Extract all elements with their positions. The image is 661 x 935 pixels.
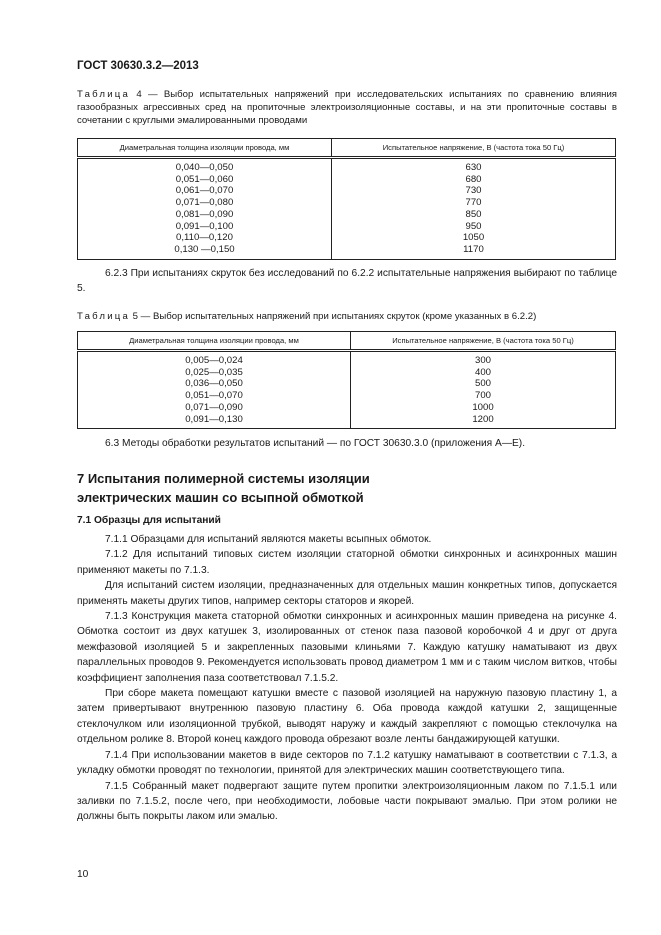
cell-thickness: 0,061—0,070 bbox=[78, 185, 332, 197]
cell-thickness: 0,025—0,035 bbox=[78, 367, 351, 379]
cell-thickness: 0,036—0,050 bbox=[78, 378, 351, 390]
cell-voltage: 400 bbox=[351, 367, 616, 379]
paragraph-7-1-3 bbox=[77, 609, 617, 686]
cell-voltage: 1000 bbox=[351, 402, 616, 414]
document-header-code: ГОСТ 30630.3.2—2013 bbox=[77, 60, 199, 72]
cell-voltage: 630 bbox=[332, 158, 616, 174]
cell-thickness: 0,091—0,100 bbox=[78, 221, 332, 233]
table4-caption-text: 4 — Выбор испытательных напряжений при исследовательских испытаниях по сравнению влияния газообразных агрессивных сред на пропиточные электроизоляционные составы, и на эти пропиточные составы в сочетании с круглыми эмалированными проводами bbox=[77, 89, 617, 126]
cell-thickness: 0,051—0,070 bbox=[78, 390, 351, 402]
table5-caption bbox=[77, 310, 617, 323]
cell-voltage: 770 bbox=[332, 197, 616, 209]
table4-col-thickness: Диаметральная толщина изоляции провода, мм bbox=[78, 139, 332, 158]
table4-caption bbox=[77, 88, 617, 127]
cell-voltage: 700 bbox=[351, 390, 616, 402]
paragraph-text: 7.1.5 Собранный макет подвергают защите путем пропитки электроизоляционным лаком по 7.1.5.1 или заливки по 7.1.5.2, после чего, при необходимости, лобовые части покрывают эмалью. При этом ролики не должны быть покрыты лаком или эмалью. bbox=[77, 780, 617, 823]
table-5 bbox=[77, 331, 616, 429]
paragraph-text: При сборе макета помещают катушки вместе с пазовой изоляцией на наружную пазовую пластину 1, а затем привертывают внутреннюю пазовую пластину 6. Оба провода каждой катушки 2, защищенные стеклочулком или изоляционной трубкой, выводят наружу и каждый закрепляют с помощью стеклочулка на отдельном ролике 8. Второй конец каждого провода обрезают возле ленты бандажирующей катушки. bbox=[77, 688, 617, 746]
paragraph-6-3 bbox=[77, 436, 617, 451]
table-row bbox=[78, 209, 616, 221]
page-number: 10 bbox=[77, 869, 89, 880]
paragraph-7-1-4 bbox=[77, 748, 617, 779]
cell-voltage: 730 bbox=[332, 185, 616, 197]
cell-thickness: 0,081—0,090 bbox=[78, 209, 332, 221]
table-4 bbox=[77, 138, 616, 260]
section-title-line: электрических машин со всыпной обмоткой bbox=[77, 490, 364, 505]
table-row bbox=[78, 402, 616, 414]
paragraph-text: 7.1.1 Образцами для испытаний являются макеты всыпных обмоток. bbox=[105, 534, 432, 545]
table-row bbox=[78, 351, 616, 367]
table5-col-thickness: Диаметральная толщина изоляции провода, мм bbox=[78, 332, 351, 351]
paragraph-text: Для испытаний систем изоляции, предназначенных для отдельных машин конкретных типов, допускается применять макеты других типов, например секторы статоров и якорей. bbox=[77, 580, 617, 607]
table4-col-voltage: Испытательное напряжение, В (частота тока 50 Гц) bbox=[332, 139, 616, 158]
paragraph-text: 7.1.3 Конструкция макета статорной обмотки синхронных и асинхронных машин приведена на рисунке 4. Обмотка состоит из двух катушек 3, изолированных от стенок паза пазовой коробочкой 4 и друг от друга межфазовой изоляцией 5 и закрепленных пазовыми клиньями 7. Каждую катушку наматывают из двух параллельных проводов 9. Рекомендуется использовать провод диаметром 1 мм и с таким числом витков, чтобы коэффициент заполнения паза соответствовал 7.1.5.2. bbox=[77, 611, 617, 684]
table-row bbox=[78, 197, 616, 209]
cell-voltage: 1200 bbox=[351, 414, 616, 429]
table-row bbox=[78, 158, 616, 174]
paragraph-text: 7.1.2 Для испытаний типовых систем изоляции статорной обмотки синхронных и асинхронных машин применяют макеты по 7.1.3. bbox=[77, 549, 617, 576]
table-row bbox=[78, 185, 616, 197]
table-row bbox=[78, 244, 616, 259]
table5-caption-label: Таблица bbox=[77, 311, 131, 322]
cell-voltage: 500 bbox=[351, 378, 616, 390]
table5-caption-text: 5 — Выбор испытательных напряжений при испытаниях скруток (кроме указанных в 6.2.2) bbox=[130, 311, 537, 322]
cell-thickness: 0,005—0,024 bbox=[78, 351, 351, 367]
cell-thickness: 0,071—0,090 bbox=[78, 402, 351, 414]
table-row bbox=[78, 232, 616, 244]
section-7-heading bbox=[77, 469, 370, 507]
cell-voltage: 1170 bbox=[332, 244, 616, 259]
cell-voltage: 1050 bbox=[332, 232, 616, 244]
paragraph-text: 7.1.4 При использовании макетов в виде секторов по 7.1.2 катушку наматывают в соответствии с 7.1.3, а укладку обмотки проводят по технологии, принятой для электрических машин соответствующего типа. bbox=[77, 749, 617, 777]
table-row bbox=[78, 367, 616, 379]
paragraph-text: 6.2.3 При испытаниях скруток без исследований по 6.2.2 испытательные напряжения выбирают по таблице 5. bbox=[77, 268, 617, 295]
table-row bbox=[78, 378, 616, 390]
table-row bbox=[78, 221, 616, 233]
paragraph-7-1-1 bbox=[77, 532, 617, 547]
section-7-body bbox=[77, 532, 617, 825]
paragraph-7-1-2b bbox=[77, 578, 617, 609]
cell-voltage: 850 bbox=[332, 209, 616, 221]
table4-caption-label: Таблица bbox=[77, 89, 131, 100]
paragraph-7-1-3b bbox=[77, 686, 617, 748]
cell-voltage: 950 bbox=[332, 221, 616, 233]
paragraph-7-1-5 bbox=[77, 779, 617, 825]
cell-voltage: 680 bbox=[332, 174, 616, 186]
cell-thickness: 0,091—0,130 bbox=[78, 414, 351, 429]
cell-thickness: 0,051—0,060 bbox=[78, 174, 332, 186]
paragraph-text: 6.3 Методы обработки результатов испытаний — по ГОСТ 30630.3.0 (приложения А—Е). bbox=[105, 438, 526, 449]
cell-thickness: 0,110—0,120 bbox=[78, 232, 332, 244]
table-row bbox=[78, 174, 616, 186]
table-row bbox=[78, 390, 616, 402]
cell-thickness: 0,040—0,050 bbox=[78, 158, 332, 174]
table-row bbox=[78, 414, 616, 429]
table5-col-voltage: Испытательное напряжение, В (частота тока 50 Гц) bbox=[351, 332, 616, 351]
section-title-line: 7 Испытания полимерной системы изоляции bbox=[77, 471, 370, 486]
paragraph-7-1-2 bbox=[77, 547, 617, 578]
subsection-7-1-heading: 7.1 Образцы для испытаний bbox=[77, 515, 221, 526]
cell-thickness: 0,130 —0,150 bbox=[78, 244, 332, 259]
cell-thickness: 0,071—0,080 bbox=[78, 197, 332, 209]
cell-voltage: 300 bbox=[351, 351, 616, 367]
paragraph-6-2-3 bbox=[77, 266, 617, 297]
